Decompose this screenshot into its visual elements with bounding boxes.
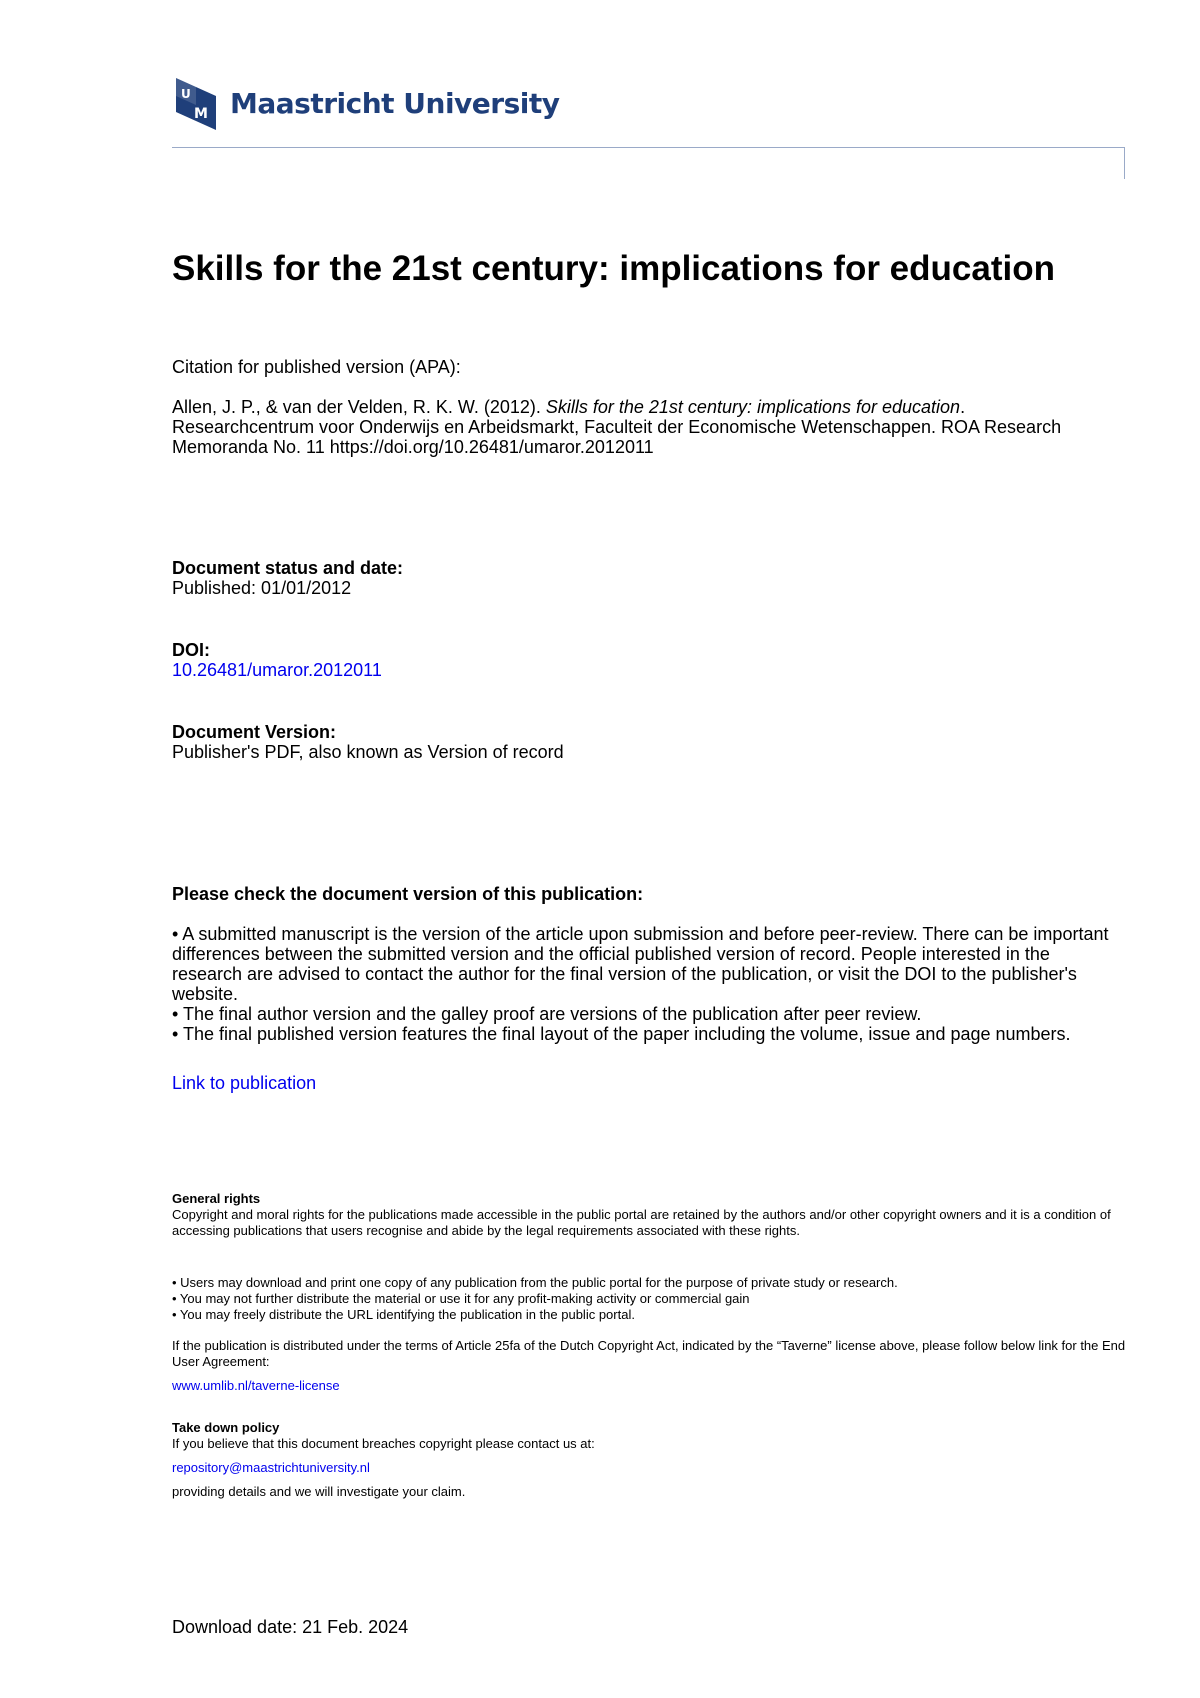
check-item: • The final author version and the galley proof are versions of the publication after peer review. bbox=[172, 1004, 922, 1024]
version-label: Document Version: bbox=[172, 722, 337, 742]
doi-label: DOI: bbox=[172, 640, 210, 660]
taverne-text: If the publication is distributed under the terms of Article 25fa of the Dutch Copyright Act, indicated by the “Taverne” license above, please follow below link for the End User Agreement: bbox=[172, 1338, 1126, 1369]
usage-list bbox=[172, 1275, 1132, 1323]
logo-text: Maastricht University bbox=[230, 87, 560, 120]
check-version-list bbox=[172, 924, 1122, 1044]
svg-text:U: U bbox=[181, 87, 191, 101]
general-rights-text: Copyright and moral rights for the publications made accessible in the public portal are retained by the authors and/or other copyright owners and it is a condition of accessing publications that users recognise and abide by the legal requirements associated with these rights. bbox=[172, 1207, 1111, 1238]
taverne-license-link[interactable]: www.umlib.nl/taverne-license bbox=[172, 1378, 340, 1393]
usage-item: • Users may download and print one copy of any publication from the public portal for the purpose of private study or research. bbox=[172, 1275, 898, 1290]
check-version-heading: Please check the document version of this publication: bbox=[172, 884, 644, 904]
header-rule-tick bbox=[1124, 147, 1125, 179]
citation-label: Citation for published version (APA): bbox=[172, 357, 461, 377]
citation-text bbox=[172, 397, 1112, 457]
takedown-policy bbox=[172, 1420, 1132, 1452]
takedown-label: Take down policy bbox=[172, 1420, 280, 1435]
repository-email-link[interactable]: repository@maastrichtuniversity.nl bbox=[172, 1460, 370, 1475]
um-logo-mark-icon bbox=[174, 78, 218, 130]
document-title: Skills for the 21st century: implications for education bbox=[172, 249, 1055, 288]
version-value: Publisher's PDF, also known as Version of record bbox=[172, 742, 564, 762]
takedown-text: If you believe that this document breaches copyright please contact us at: bbox=[172, 1436, 595, 1451]
svg-text:M: M bbox=[194, 106, 208, 122]
usage-item: • You may freely distribute the URL identifying the publication in the public portal. bbox=[172, 1307, 635, 1322]
document-status bbox=[172, 558, 1132, 598]
document-doi bbox=[172, 640, 1132, 680]
usage-item: • You may not further distribute the material or use it for any profit-making activity or commercial gain bbox=[172, 1291, 750, 1306]
check-item: • The final published version features the final layout of the paper including the volume, issue and page numbers. bbox=[172, 1024, 1071, 1044]
download-date: Download date: 21 Feb. 2024 bbox=[172, 1617, 409, 1637]
doi-link[interactable]: 10.26481/umaror.2012011 bbox=[172, 660, 382, 680]
citation-work-title: Skills for the 21st century: implications for education bbox=[545, 397, 961, 417]
citation-rest: . Researchcentrum voor Onderwijs en Arbeidsmarkt, Faculteit der Economische Wetenschappen. ROA Research Memoranda No. 11 https://doi.org/10.26481/umaror.2012011 bbox=[172, 397, 1062, 457]
header-rule bbox=[172, 147, 1125, 148]
link-to-publication[interactable]: Link to publication bbox=[172, 1073, 317, 1093]
status-label: Document status and date: bbox=[172, 558, 404, 578]
general-rights-label: General rights bbox=[172, 1191, 261, 1206]
general-rights bbox=[172, 1191, 1132, 1239]
status-value: Published: 01/01/2012 bbox=[172, 578, 352, 598]
document-version bbox=[172, 722, 1132, 762]
takedown-closing: providing details and we will investigate your claim. bbox=[172, 1484, 466, 1499]
citation-authors: Allen, J. P., & van der Velden, R. K. W. (2012). bbox=[172, 397, 546, 417]
check-item: • A submitted manuscript is the version of the article upon submission and before peer-review. There can be important differences between the submitted version and the official published version of record. People interested in the research are advised to contact the author for the final version of the publication, or visit the DOI to the publisher's website. bbox=[172, 924, 1109, 1004]
university-logo bbox=[174, 78, 560, 130]
